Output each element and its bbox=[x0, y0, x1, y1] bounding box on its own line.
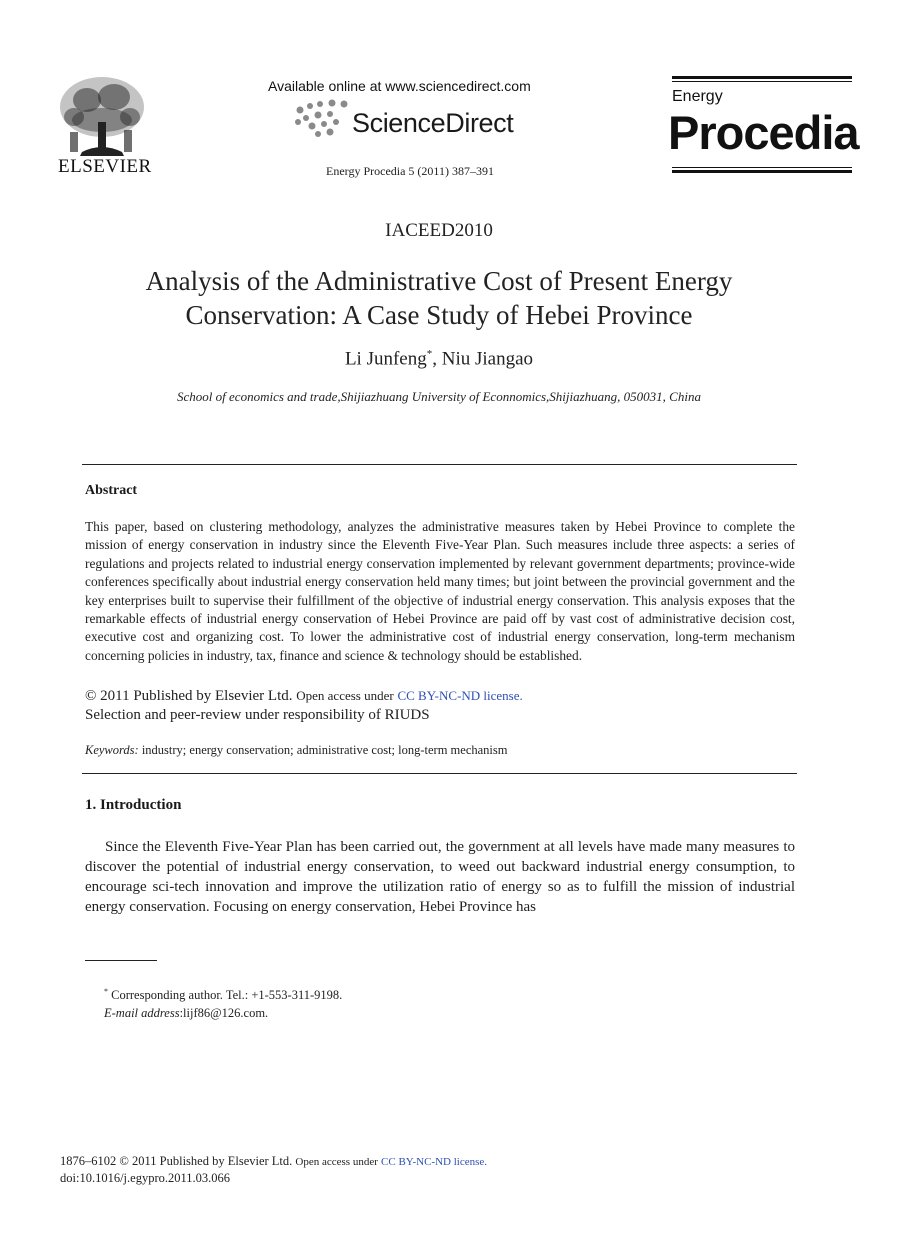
available-online-text: Available online at www.sciencedirect.com bbox=[268, 78, 531, 94]
sciencedirect-wordmark: ScienceDirect bbox=[352, 108, 514, 138]
author-separator: , bbox=[432, 348, 442, 370]
journal-logo-rule-top bbox=[672, 76, 852, 82]
conference-name: IACEED2010 bbox=[385, 220, 493, 241]
author-name: Li Junfeng bbox=[344, 348, 427, 370]
keywords-label: Keywords: bbox=[85, 743, 139, 757]
corresponding-author-text: Corresponding author. Tel.: +1-553-311-9198. bbox=[111, 988, 343, 1003]
email-label: E-mail address bbox=[104, 1006, 180, 1020]
footnote-mark: * bbox=[104, 987, 108, 996]
doi[interactable]: doi:10.1016/j.egypro.2011.03.066 bbox=[60, 1171, 231, 1185]
keywords-line bbox=[85, 743, 507, 758]
introduction-heading: 1. Introduction bbox=[85, 797, 182, 813]
copyright-line bbox=[85, 688, 523, 705]
abstract-text: This paper, based on clustering methodology, analyzes the administrative measures taken by Hebei Province to complete the mission of energy conservation in industry since the Eleventh Five-Year Plan. Such measures include three aspects: a series of regulations and projects related to industrial energy conservation implemented by relevant government departments; province-wide conferences specifically about industrial energy conservation held many times; but joint between the provincial government and the key enterprises built to supervise their fulfillment of the objective of industrial energy conservation. This analysis exposes that the remarkable effects of industrial energy conservation of Hebei Province are paid off by vast cost of administrative decision cost, executive cost and organizing cost. To lower the administrative cost of industrial energy conservation, long-term mechanism concerning policies in industry, tax, finance and science & technology should be established. bbox=[85, 519, 795, 663]
footnote-email bbox=[104, 1006, 268, 1021]
footer-license-link[interactable]: CC BY-NC-ND license. bbox=[381, 1156, 488, 1168]
paper-title: Analysis of the Administrative Cost of Present Energy Conservation: A Case Study of Hebei Province bbox=[145, 266, 733, 330]
copyright-text: © 2011 Published by Elsevier Ltd. bbox=[85, 688, 293, 704]
journal-logo-energy: Energy bbox=[672, 88, 723, 105]
open-access-text: Open access under bbox=[296, 688, 394, 703]
introduction-body bbox=[85, 837, 795, 917]
journal-citation: Energy Procedia 5 (2011) 387–391 bbox=[326, 164, 494, 178]
keywords-list: industry; energy conservation; administrative cost; long-term mechanism bbox=[141, 743, 508, 757]
email-address: :lijf86@126.com. bbox=[179, 1006, 269, 1020]
peer-review-statement: Selection and peer-review under responsibility of RIUDS bbox=[85, 707, 430, 723]
journal-logo-procedia: Procedia bbox=[668, 106, 859, 159]
footer-copyright bbox=[60, 1154, 487, 1169]
publisher-name: ELSEVIER bbox=[58, 156, 152, 177]
section-divider bbox=[82, 773, 797, 774]
affiliation: School of economics and trade,Shijiazhuang University of Econnomics,Shijiazhuang, 050031, China bbox=[177, 389, 701, 404]
issn-copyright: 1876–6102 © 2011 Published by Elsevier Ltd. bbox=[60, 1154, 293, 1168]
corresponding-author-mark: * bbox=[426, 348, 433, 360]
footer-open-access: Open access under bbox=[295, 1156, 378, 1168]
footnote-corresponding bbox=[104, 987, 342, 1003]
abstract-heading: Abstract bbox=[85, 483, 138, 498]
introduction-paragraph: Since the Eleventh Five-Year Plan has been carried out, the government at all levels have made many measures to discover the potential of industrial energy conservation, to weed out backward industrial energy consumption, to encourage sci-tech innovation and improve the utilization ratio of energy so as to fulfill the mission of industrial energy conservation. Focusing on energy conservation, Hebei Province has bbox=[85, 839, 795, 915]
journal-logo-rule-bottom bbox=[672, 167, 852, 173]
license-link[interactable]: CC BY-NC-ND license. bbox=[397, 688, 523, 703]
footnote-divider bbox=[85, 960, 157, 961]
section-divider bbox=[82, 464, 797, 465]
author-list bbox=[0, 348, 878, 370]
author-name: Niu Jiangao bbox=[441, 348, 534, 370]
